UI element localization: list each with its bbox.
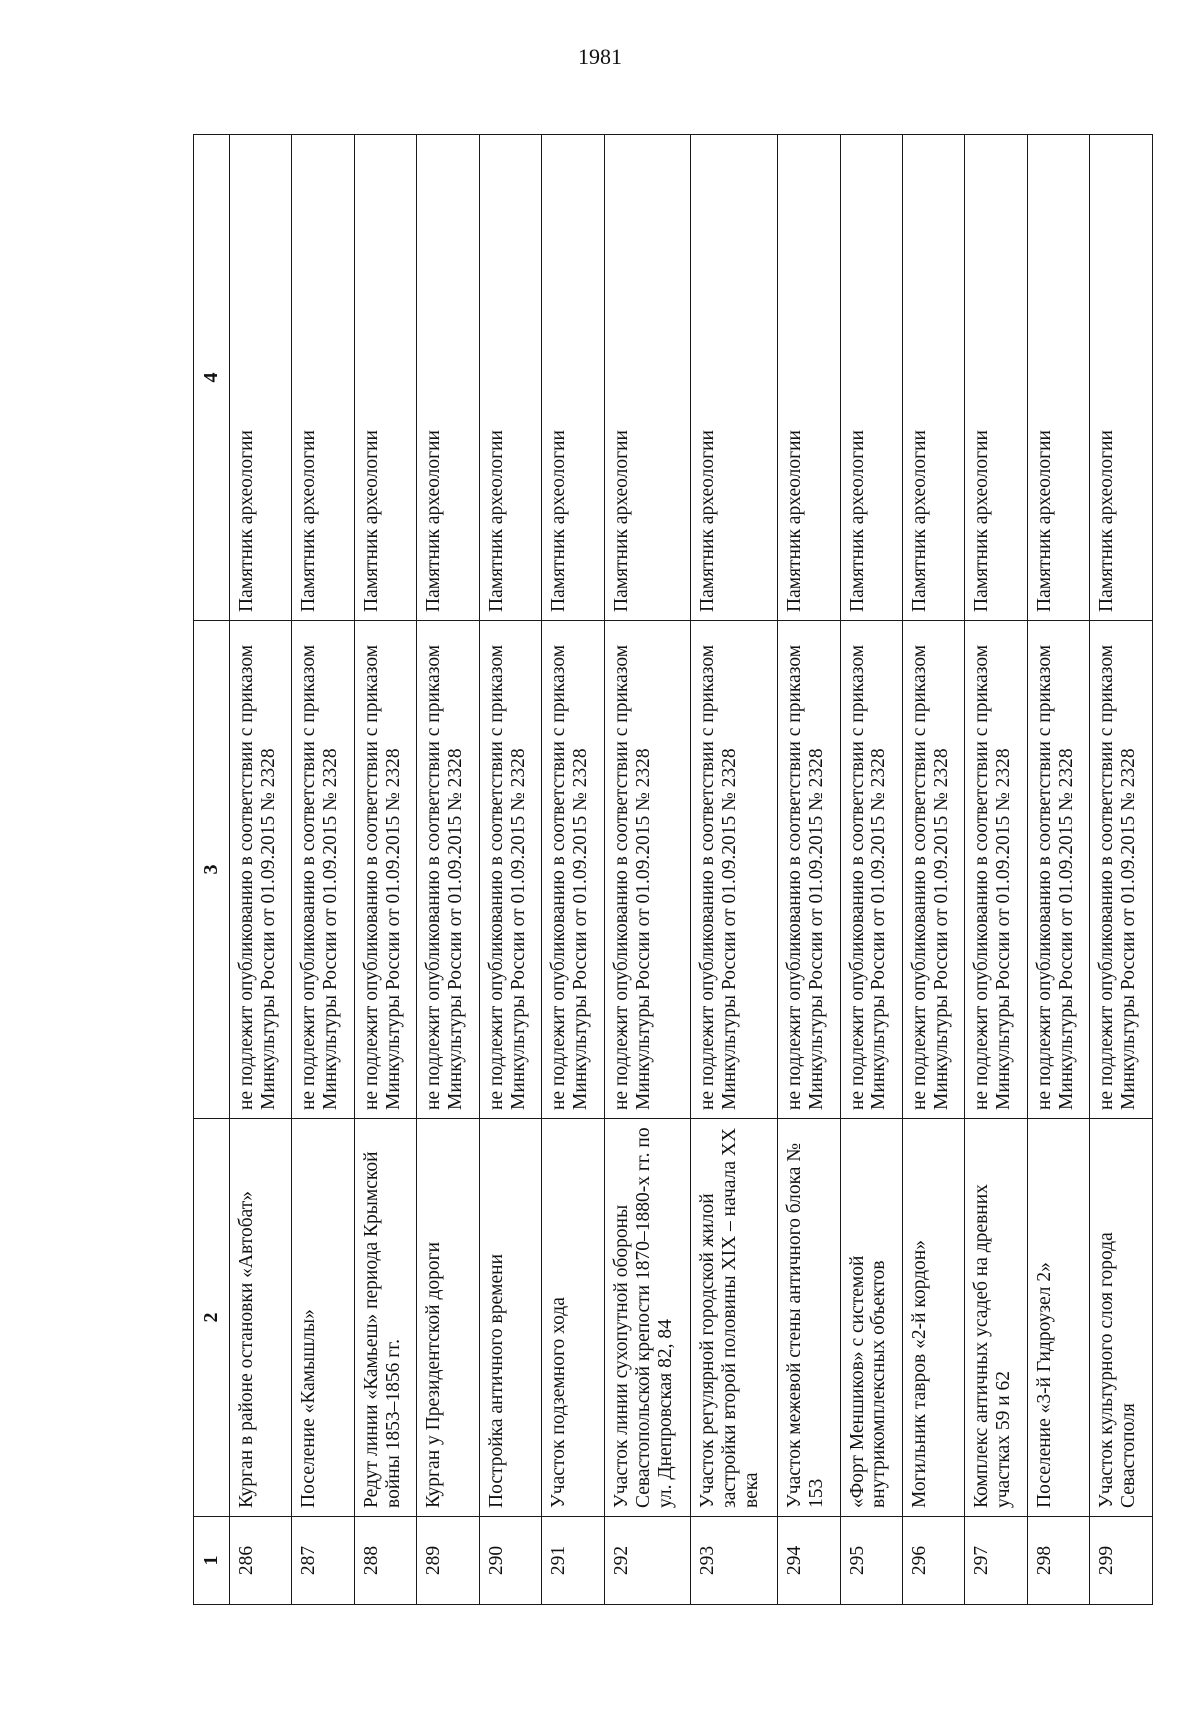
object-name: Участок подземного хода <box>542 1119 604 1517</box>
object-name: Поселение «3-й Гидроузел 2» <box>1027 1119 1089 1517</box>
table-row <box>230 135 292 1605</box>
object-address-status: не подлежит опубликованию в соответствии с приказом Минкультуры России от 01.09.2015 № 2328 <box>542 621 604 1119</box>
object-name: Курган в районе остановки «Автобат» <box>230 1119 292 1517</box>
column-header-2: 2 <box>194 1119 230 1517</box>
column-header-1: 1 <box>194 1517 230 1605</box>
row-number: 289 <box>417 1517 479 1605</box>
object-category: Памятник археологии <box>354 135 416 621</box>
table-row <box>417 135 479 1605</box>
object-category: Памятник археологии <box>604 135 691 621</box>
object-address-status: не подлежит опубликованию в соответствии с приказом Минкультуры России от 01.09.2015 № 2328 <box>840 621 902 1119</box>
row-number: 295 <box>840 1517 902 1605</box>
object-category: Памятник археологии <box>1090 135 1153 621</box>
object-name: Участок линии сухопутной обороны Севастопольской крепости 1870–1880-х гг. по ул. Днепровская 82, 84 <box>604 1119 691 1517</box>
table-row <box>691 135 778 1605</box>
table-header-row <box>194 135 230 1605</box>
object-name: Участок межевой стены античного блока № 153 <box>778 1119 840 1517</box>
table-row <box>1027 135 1089 1605</box>
table-row <box>778 135 840 1605</box>
object-category: Памятник археологии <box>542 135 604 621</box>
object-category: Памятник археологии <box>479 135 541 621</box>
monuments-table <box>193 134 1153 1605</box>
table-row <box>604 135 691 1605</box>
row-number: 286 <box>230 1517 292 1605</box>
object-address-status: не подлежит опубликованию в соответствии с приказом Минкультуры России от 01.09.2015 № 2328 <box>965 621 1027 1119</box>
row-number: 297 <box>965 1517 1027 1605</box>
object-address-status: не подлежит опубликованию в соответствии с приказом Минкультуры России от 01.09.2015 № 2328 <box>354 621 416 1119</box>
table-row <box>965 135 1027 1605</box>
column-header-3: 3 <box>194 621 230 1119</box>
object-address-status: не подлежит опубликованию в соответствии с приказом Минкультуры России от 01.09.2015 № 2328 <box>604 621 691 1119</box>
object-address-status: не подлежит опубликованию в соответствии с приказом Минкультуры России от 01.09.2015 № 2328 <box>1027 621 1089 1119</box>
row-number: 290 <box>479 1517 541 1605</box>
row-number: 298 <box>1027 1517 1089 1605</box>
object-name: Редут линии «Камьеш» периода Крымской войны 1853–1856 гг. <box>354 1119 416 1517</box>
object-address-status: не подлежит опубликованию в соответствии с приказом Минкультуры России от 01.09.2015 № 2328 <box>691 621 778 1119</box>
object-name: Курган у Президентской дороги <box>417 1119 479 1517</box>
object-name: Участок регулярной городской жилой застройки второй половины XIX – начала XX века <box>691 1119 778 1517</box>
object-category: Памятник археологии <box>417 135 479 621</box>
object-address-status: не подлежит опубликованию в соответствии с приказом Минкультуры России от 01.09.2015 № 2328 <box>1090 621 1153 1119</box>
table-row <box>1090 135 1153 1605</box>
table-row <box>840 135 902 1605</box>
row-number: 294 <box>778 1517 840 1605</box>
object-category: Памятник археологии <box>965 135 1027 621</box>
table-row <box>292 135 354 1605</box>
table-row <box>354 135 416 1605</box>
table-row <box>542 135 604 1605</box>
row-number: 293 <box>691 1517 778 1605</box>
object-name: Постройка античного времени <box>479 1119 541 1517</box>
table-row <box>479 135 541 1605</box>
object-category: Памятник археологии <box>691 135 778 621</box>
table-row <box>903 135 965 1605</box>
object-name: Комплекс античных усадеб на древних участках 59 и 62 <box>965 1119 1027 1517</box>
object-address-status: не подлежит опубликованию в соответствии с приказом Минкультуры России от 01.09.2015 № 2328 <box>230 621 292 1119</box>
row-number: 288 <box>354 1517 416 1605</box>
object-address-status: не подлежит опубликованию в соответствии с приказом Минкультуры России от 01.09.2015 № 2328 <box>417 621 479 1119</box>
page-number: 1981 <box>578 44 622 69</box>
row-number: 299 <box>1090 1517 1153 1605</box>
row-number: 296 <box>903 1517 965 1605</box>
object-address-status: не подлежит опубликованию в соответствии с приказом Минкультуры России от 01.09.2015 № 2328 <box>292 621 354 1119</box>
object-address-status: не подлежит опубликованию в соответствии с приказом Минкультуры России от 01.09.2015 № 2328 <box>903 621 965 1119</box>
object-category: Памятник археологии <box>778 135 840 621</box>
object-category: Памятник археологии <box>840 135 902 621</box>
object-name: Участок культурного слоя города Севастополя <box>1090 1119 1153 1517</box>
row-number: 292 <box>604 1517 691 1605</box>
column-header-4: 4 <box>194 135 230 621</box>
monuments-table-rotated <box>193 135 1153 1605</box>
object-name: Могильник тавров «2-й кордон» <box>903 1119 965 1517</box>
object-category: Памятник археологии <box>292 135 354 621</box>
object-address-status: не подлежит опубликованию в соответствии с приказом Минкультуры России от 01.09.2015 № 2328 <box>479 621 541 1119</box>
row-number: 287 <box>292 1517 354 1605</box>
object-name: Поселение «Камышлы» <box>292 1119 354 1517</box>
row-number: 291 <box>542 1517 604 1605</box>
object-name: «Форт Меншиков» с системой внутрикомплексных объектов <box>840 1119 902 1517</box>
object-category: Памятник археологии <box>1027 135 1089 621</box>
object-address-status: не подлежит опубликованию в соответствии с приказом Минкультуры России от 01.09.2015 № 2328 <box>778 621 840 1119</box>
object-category: Памятник археологии <box>903 135 965 621</box>
object-category: Памятник археологии <box>230 135 292 621</box>
